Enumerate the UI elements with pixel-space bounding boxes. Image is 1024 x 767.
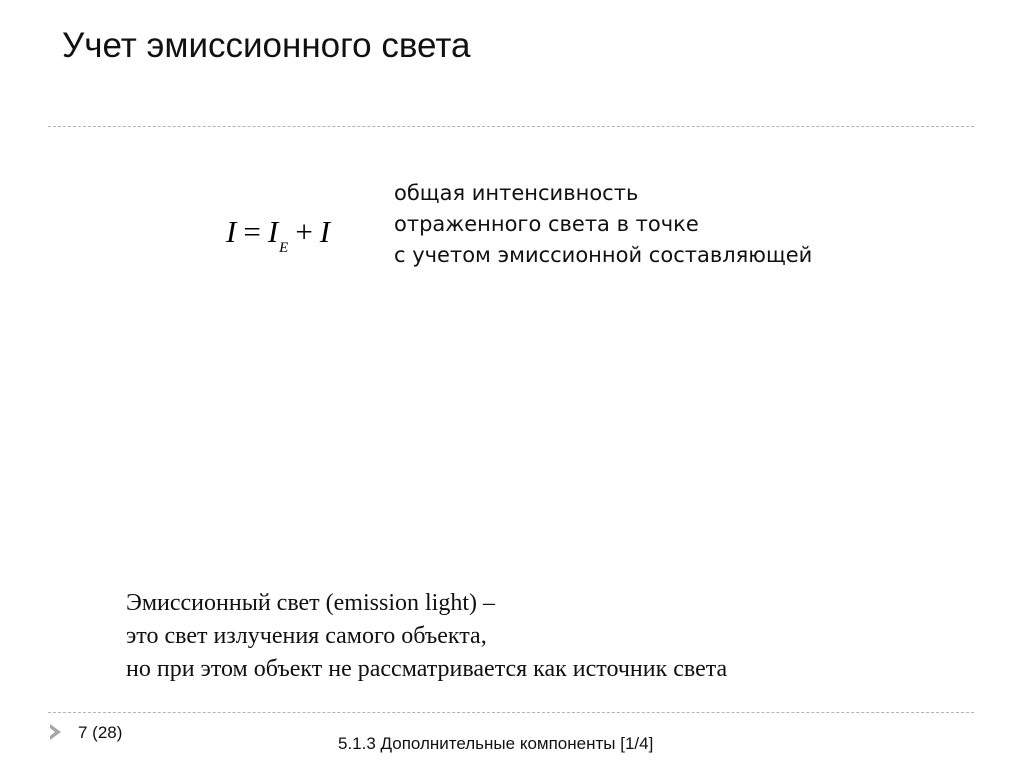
formula-lhs: I — [226, 214, 237, 249]
title-divider — [48, 126, 974, 127]
definition-line: Эмиссионный свет (emission light) – — [126, 590, 495, 616]
formula-plus: + — [295, 214, 313, 249]
description-line: с учетом эмиссионной составляющей — [394, 243, 813, 267]
page-number: 7 (28) — [78, 723, 123, 742]
formula-subscript: E — [279, 240, 289, 256]
description-line: отраженного света в точке — [394, 212, 699, 236]
description-line: общая интенсивность — [394, 181, 639, 205]
formula-term-reflected: I — [319, 214, 331, 249]
triangle-right-icon — [50, 724, 61, 740]
definition-line: это свет излучения самого объекта, — [126, 623, 487, 649]
footer-divider — [48, 712, 974, 713]
intensity-formula — [226, 212, 330, 256]
slide-title: Учет эмиссионного света — [62, 26, 471, 65]
definition-line: но при этом объект не рассматривается как источник света — [126, 656, 728, 682]
formula-description — [394, 178, 812, 271]
formula-equals: = — [243, 214, 261, 249]
emission-definition — [126, 587, 727, 686]
section-label: 5.1.3 Дополнительные компоненты [1/4] — [338, 734, 654, 753]
formula-term-emission: I — [267, 214, 279, 249]
